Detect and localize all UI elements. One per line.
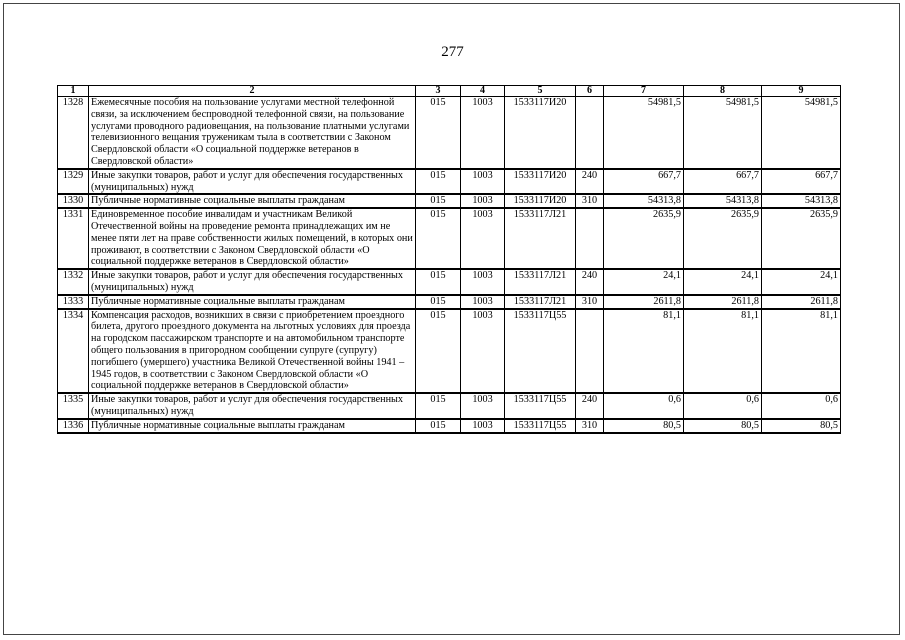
row-number: 1331 [58, 208, 89, 269]
header-col-5: 5 [505, 86, 576, 97]
amount-col-7: 2635,9 [604, 208, 684, 269]
amount-col-9: 54981,5 [762, 97, 841, 169]
amount-col-7: 54981,5 [604, 97, 684, 169]
expense-name: Публичные нормативные социальные выплаты гражданам [89, 295, 416, 309]
code-col-3: 015 [416, 419, 461, 433]
table-row [58, 269, 841, 295]
header-col-3: 3 [416, 86, 461, 97]
code-col-6: 240 [576, 269, 604, 295]
code-col-3: 015 [416, 169, 461, 195]
code-col-6: 240 [576, 393, 604, 419]
row-number: 1334 [58, 309, 89, 394]
table-row [58, 295, 841, 309]
amount-col-8: 54313,8 [684, 194, 762, 208]
code-col-5: 1533117Л21 [505, 269, 576, 295]
code-col-4: 1003 [461, 309, 505, 394]
amount-col-7: 80,5 [604, 419, 684, 433]
code-col-5: 1533117Ц55 [505, 309, 576, 394]
row-number: 1335 [58, 393, 89, 419]
code-col-6: 310 [576, 194, 604, 208]
expense-name: Ежемесячные пособия на пользование услугами местной телефонной связи, за исключением беспроводной телефонной связи, на пользование услугами проводного радиовещания, на пользование платными услугами телевизионного вещания труженикам тыла в соответствии с Законом Свердловской области «О социальной поддержке ветеранов в Свердловской области» [89, 97, 416, 169]
header-col-1: 1 [58, 86, 89, 97]
expense-name: Иные закупки товаров, работ и услуг для обеспечения государственных (муниципальных) нужд [89, 269, 416, 295]
table-row [58, 208, 841, 269]
budget-table [57, 85, 841, 434]
amount-col-8: 2635,9 [684, 208, 762, 269]
code-col-6 [576, 309, 604, 394]
code-col-4: 1003 [461, 419, 505, 433]
amount-col-9: 0,6 [762, 393, 841, 419]
row-number: 1336 [58, 419, 89, 433]
code-col-4: 1003 [461, 393, 505, 419]
expense-name: Иные закупки товаров, работ и услуг для обеспечения государственных (муниципальных) нужд [89, 393, 416, 419]
header-col-2: 2 [89, 86, 416, 97]
table-row [58, 194, 841, 208]
row-number: 1332 [58, 269, 89, 295]
row-number: 1330 [58, 194, 89, 208]
row-number: 1333 [58, 295, 89, 309]
amount-col-7: 54313,8 [604, 194, 684, 208]
amount-col-7: 0,6 [604, 393, 684, 419]
code-col-5: 1533117Ц55 [505, 393, 576, 419]
header-col-6: 6 [576, 86, 604, 97]
row-number: 1329 [58, 169, 89, 195]
amount-col-9: 2635,9 [762, 208, 841, 269]
expense-name: Иные закупки товаров, работ и услуг для обеспечения государственных (муниципальных) нужд [89, 169, 416, 195]
row-number: 1328 [58, 97, 89, 169]
code-col-3: 015 [416, 194, 461, 208]
amount-col-8: 0,6 [684, 393, 762, 419]
code-col-6 [576, 97, 604, 169]
code-col-5: 1533117И20 [505, 169, 576, 195]
code-col-4: 1003 [461, 295, 505, 309]
table-row [58, 393, 841, 419]
code-col-6: 240 [576, 169, 604, 195]
code-col-4: 1003 [461, 194, 505, 208]
table-header-row [58, 86, 841, 97]
amount-col-8: 81,1 [684, 309, 762, 394]
code-col-5: 1533117Л21 [505, 208, 576, 269]
header-col-8: 8 [684, 86, 762, 97]
amount-col-9: 24,1 [762, 269, 841, 295]
code-col-3: 015 [416, 295, 461, 309]
code-col-5: 1533117Ц55 [505, 419, 576, 433]
code-col-5: 1533117И20 [505, 194, 576, 208]
header-col-9: 9 [762, 86, 841, 97]
code-col-3: 015 [416, 97, 461, 169]
code-col-5: 1533117И20 [505, 97, 576, 169]
amount-col-8: 54981,5 [684, 97, 762, 169]
amount-col-7: 2611,8 [604, 295, 684, 309]
header-col-7: 7 [604, 86, 684, 97]
amount-col-8: 24,1 [684, 269, 762, 295]
code-col-4: 1003 [461, 97, 505, 169]
amount-col-9: 80,5 [762, 419, 841, 433]
expense-name: Компенсация расходов, возникших в связи с приобретением проездного билета, другого проездного документа на льготных условиях для проезда на городском пассажирском транспорте и на автомобильном транспорте общего пользования в пригородном сообщении супруге (супругу) погибшего (умершего) участника Великой Отечественной войны 1941 – 1945 годов, в соответствии с Законом Свердловской области «О социальной поддержке ветеранов в Свердловской области» [89, 309, 416, 394]
table-row [58, 419, 841, 433]
header-col-4: 4 [461, 86, 505, 97]
amount-col-8: 80,5 [684, 419, 762, 433]
code-col-4: 1003 [461, 169, 505, 195]
table-row [58, 169, 841, 195]
code-col-5: 1533117Л21 [505, 295, 576, 309]
expense-name: Публичные нормативные социальные выплаты гражданам [89, 419, 416, 433]
amount-col-7: 24,1 [604, 269, 684, 295]
code-col-3: 015 [416, 393, 461, 419]
table-row [58, 309, 841, 394]
expense-name: Публичные нормативные социальные выплаты гражданам [89, 194, 416, 208]
code-col-4: 1003 [461, 269, 505, 295]
code-col-4: 1003 [461, 208, 505, 269]
code-col-3: 015 [416, 309, 461, 394]
amount-col-9: 81,1 [762, 309, 841, 394]
code-col-6: 310 [576, 419, 604, 433]
amount-col-8: 2611,8 [684, 295, 762, 309]
amount-col-7: 81,1 [604, 309, 684, 394]
code-col-6: 310 [576, 295, 604, 309]
table-row [58, 97, 841, 169]
amount-col-9: 54313,8 [762, 194, 841, 208]
code-col-3: 015 [416, 269, 461, 295]
code-col-3: 015 [416, 208, 461, 269]
amount-col-8: 667,7 [684, 169, 762, 195]
page-number: 277 [441, 44, 464, 60]
code-col-6 [576, 208, 604, 269]
expense-name: Единовременное пособие инвалидам и участникам Великой Отечественной войны на проведение ремонта принадлежащих им не менее пяти лет на праве собственности жилых помещений, в которых они проживают, в соответствии с Законом Свердловской области «О социальной поддержке ветеранов в Свердловской области» [89, 208, 416, 269]
amount-col-9: 2611,8 [762, 295, 841, 309]
amount-col-7: 667,7 [604, 169, 684, 195]
amount-col-9: 667,7 [762, 169, 841, 195]
